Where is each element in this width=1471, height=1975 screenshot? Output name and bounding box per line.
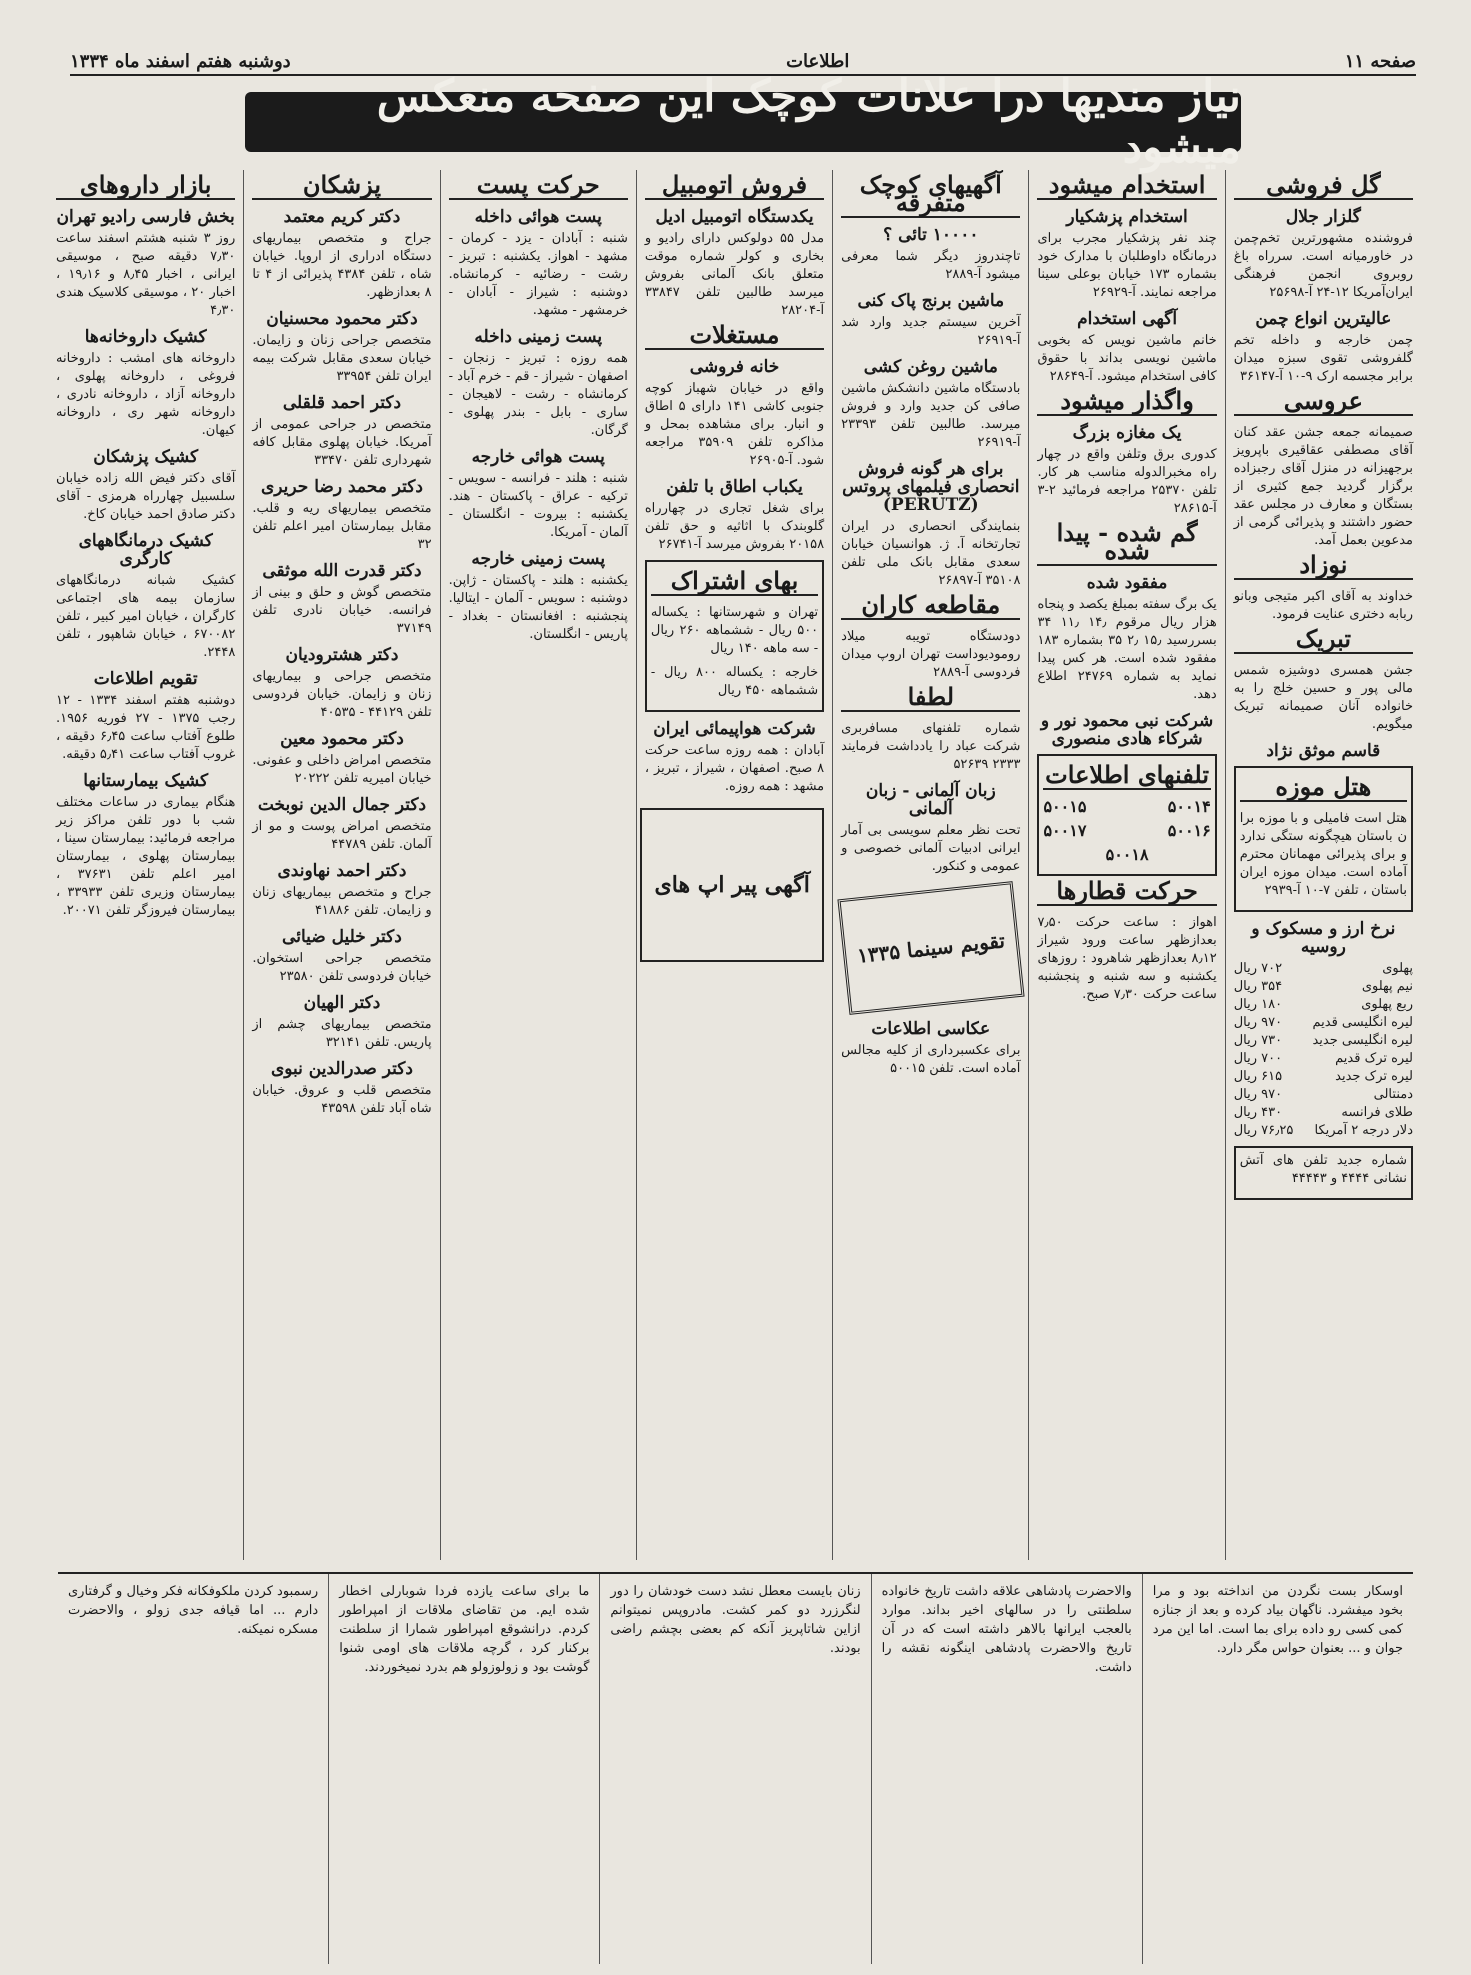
coin-price: ۷۰۲ ریال [1233,961,1283,976]
post-heading: پست هوائی خارجه [471,447,605,467]
phones-title: تلفنهای اطلاعات [1045,760,1209,789]
story-column [328,1574,599,1964]
price-row [1234,1014,1413,1032]
ad-body: کدوری برق وتلفن واقع در چهار راه مخبرالدوله مناسب هر کار. تلفن ۲۵۳۷۰ مراجعه فرمائید ۲-۳ آ-۲۸۶۱۵ [1037,447,1217,516]
column-misc [832,170,1028,1560]
section-title-wedding: عروسی [1234,392,1413,416]
photo-body: برای عکسبرداری از کلیه مجالس آماده است. تلفن ۵۰۰۱۵ [841,1043,1021,1076]
doctor-name: دکتر صدرالدین نبوی [270,1059,413,1079]
ad-body: شماره تلفنهای مسافربری شرکت عباد را یادداشت فرمایند ۲۳۳۳ ۵۲۶۳۹ [841,721,1021,772]
column-services [48,170,243,1560]
column-cars [636,170,832,1560]
cinema-calendar-stamp: تقویم سینما ۱۳۳۵ [837,881,1024,1015]
hotel-body: هتل است فامیلی و با موزه برا ن باستان هیچگونه ستگی ندارد و برای پذیرائی مهمانان محترم آماده است. میدان موزه ایران باستان ، تلفن ۷-۱۰ آ-۲۹۳۹ [1239,811,1407,898]
baby-notice: خداوند به آقای اکبر متیجی وبانو ربابه دختری عنایت فرمود. [1233,589,1413,622]
doctor-details: متخصص قلب و عروق. خیابان شاه آباد تلفن ۴۳۵۹۸ [252,1083,432,1116]
story-text: والاحضرت پادشاهی علاقه داشت تاریخ خانواده سلطنتی را در سالهای اخیر بداند. موارد بالعجب ایرانها بالاهر داشته است که در آن تاریخ والاحضرت پادشاهی اینگونه نقشه را داشت. [881,1584,1132,1675]
section-title-pharmacy: کشیک داروخانه‌ها [84,327,207,347]
fire-dept-box [1234,1146,1413,1200]
ad-body: مدل ۵۵ دولوکس دارای رادیو و بخاری و کولر شماره موقت متعلق بانک آلمانی بفروش میرسد طالبین تلفن ۳۳۸۴۷ آ-۲۸۲۰۴ [644,231,825,318]
doctor-details: متخصص در جراحی عمومی از آمریکا. خیابان پهلوی مقابل کافه شهرداری تلفن ۳۳۴۷۰ [252,417,432,468]
column-post [440,170,636,1560]
phone-number: ۵۰۰۱۷ [1043,821,1087,840]
doctor-name: دکتر جمال الدین نوبخت [257,795,427,815]
doctor-name: دکتر محمود معین [280,729,404,749]
coin-name: لیره انگلیسی جدید [1312,1033,1413,1048]
photo-heading: عکاسی اطلاعات [871,1019,991,1039]
subscription-box [645,560,824,712]
coin-price: ۶۱۵ ریال [1233,1069,1283,1084]
radio-body: روز ۳ شنبه هشتم اسفند ساعت ۷٫۳۰ دقیقه صبح ، موسیقی ایرانی ، اخبار ۸٫۴۵ و ۱۹٫۱۶ ، اخبار ۲۰ ، موسیقی کلاسیک هندی ۴٫۳۰ [56,231,236,318]
hotel-title: هتل موزه [1240,778,1407,802]
trains-title: حرکت قطارها [1037,882,1216,906]
signature: قاسم موثق نژاد [1266,741,1381,761]
hotel-ad [1234,766,1413,912]
section-banner: نیاز مندیها درا علانات کوچک این صفحه منعکس میشود [245,92,1241,152]
column-title: حرکت پست [449,176,628,200]
doctor-name: دکتر احمد قلقلی [282,393,402,413]
advert-logo: آگهی پیر اپ های [640,808,824,962]
column-title: آگهیهای کوچک متفرقه [841,176,1020,218]
coin-name: پهلوی [1382,961,1413,976]
ad-heading: یک مغازه بزرگ [1072,423,1182,443]
ad-heading: ۱۰۰۰۰ تائی ؟ [883,225,979,245]
radio-heading: بخش فارسی رادیو تهران [56,207,235,227]
column-title: گل فروشی [1234,176,1413,200]
coin-price: ۹۷۰ ریال [1233,1087,1283,1102]
section-title-clinics: کشیک درمانگاههای کارگری [78,531,213,569]
ad-heading: آگهی استخدام [1077,309,1178,329]
doctor-details: متخصص بیماریهای ریه و قلب. مقابل بیمارستان امیر اعلم تلفن ۳۲ [252,501,432,552]
coin-name: لیره انگلیسی قدیم [1312,1015,1413,1030]
company-name: شرکت نبی محمود نور و شرکاء هادی منصوری [1040,711,1214,749]
ad-body: بادستگاه ماشین دانشکش ماشین صافی کن جدید وارد و فروش میرسد. طالبین تلفن ۲۳۳۹۳ آ-۲۶۹۱۹ [841,381,1021,450]
coin-name: لیره ترک جدید [1335,1069,1413,1084]
post-heading: پست زمینی داخله [474,327,603,347]
wedding-notice: صمیمانه جمعه جشن عقد کنان آقای مصطفی عقاقیری باپرویز برجهیزانه در منزل آقای رجبزاده برگزار گردید جمع کثیری از بستگان و معارف در مجلس عقد حضور داشتند و پذیرائی گرمی از مدعوین بعمل آمد. [1233,425,1413,548]
phone-number: ۵۰۰۱۶ [1167,821,1211,840]
phone-number: ۵۰۰۱۵ [1043,797,1087,816]
doctor-name: دکتر کریم معتمد [283,207,401,227]
ad-heading: گلزار جلال [1285,207,1361,227]
ad-heading: خانه فروشی [689,357,780,377]
subscription-title: بهای اشتراک [651,572,818,596]
perutz-body: بنمایندگی انحصاری در ایران تجارتخانه آ. ژ. هوانسیان خیابان سعدی مقابل بانک ملی تلفن ۳۵۱۰۸ آ-۲۶۸۹۷ [841,519,1021,588]
airline-heading: شرکت هواپیمائی ایران [653,719,816,739]
ad-heading: عالیترین انواع چمن [1255,309,1392,329]
price-row [1234,1032,1413,1050]
phone-number: ۵۰۰۱۸ [1105,845,1149,864]
post-heading: پست هوائی داخله [474,207,602,227]
subscription-foreign: خارجه : یکساله ۸۰۰ ریال - ششماهه ۴۵۰ ریال [650,665,819,698]
issue-date: دوشنبه هفتم اسفند ماه ۱۳۳۴ [70,50,291,72]
story-column [1142,1574,1413,1964]
doctor-name: دکتر الهیان [303,993,381,1013]
story-column [58,1574,328,1964]
doctor-details: متخصص جراحی استخوان. خیابان فردوسی تلفن ۲۳۵۸۰ [252,951,432,984]
fire-dept-numbers: شماره جدید تلفن های آتش نشانی ۴۴۴۴ و ۴۴۴۴۳ [1239,1153,1407,1186]
airline-body: آبادان : همه روزه ساعت حرکت ۸ صبح. اصفهان ، شیراز ، تبریز ، مشهد : همه روزه. [644,743,825,794]
section-title-congrats: تبریک [1234,630,1413,654]
coin-price: ۱۸۰ ریال [1233,997,1283,1012]
price-row [1234,1086,1413,1104]
ad-body: خانم ماشین نویس که بخوبی ماشین نویسی بداند با حقوق کافی استخدام میشود. آ-۲۸۶۴۹ [1037,333,1217,384]
post-body: شنبه : آبادان - یزد - کرمان - مشهد - اهواز. یکشنبه : تبریز - رشت - رضائیه - کرمانشاه. دوشنبه : شیراز - آبادان - خرمشهر - مشهد. [448,231,628,318]
doctor-name: دکتر محمود محسنیان [266,309,418,329]
price-row [1234,1122,1413,1140]
coin-price: ۷۶٫۲۵ ریال [1233,1123,1294,1138]
post-body: یکشنبه : هلند - پاکستان - ژاپن. دوشنبه : سویس - آلمان - ایتالیا. پنجشنبه : افغانستان - بغداد - پاریس - انگلستان. [448,573,628,642]
ad-body: دودستگاه تویبه میلاد رومودیوداست تهران اروپ میدان فردوسی آ-۲۸۸۹ [841,629,1021,680]
coin-name: لیره ترک قدیم [1335,1051,1413,1066]
column-title: پزشکان [252,176,431,200]
doctor-name: دکتر محمد رضا حریری [261,477,423,497]
doctor-details: متخصص امراض پوست و مو از آلمان. تلفن ۴۴۷۸۹ [252,819,432,852]
coin-price: ۴۳۰ ریال [1233,1105,1283,1120]
ad-body: واقع در خیابان شهباز کوچه جنوبی کاشی ۱۴۱ دارای ۵ اطاق و انبار. برای مشاهده بمحل و مذاکره تلفن ۳۵۹۰۹ مراجعه شود. آ-۲۶۹۰۵ [644,381,825,468]
congrats-notice: جشن همسری دوشیزه شمس مالی پور و حسین خلج را به خانواده آنان صمیمانه تبریک میگویم. [1233,663,1413,732]
ad-body: چمن خارجه و داخله تخم گلفروشی تقوی سبزه میدان برابر مجسمه ارک ۹-۱۰ آ-۳۶۱۴۷ [1233,333,1413,384]
section-title-lease: واگذار میشود [1037,392,1216,416]
post-body: شنبه : هلند - فرانسه - سویس - ترکیه - عراق - پاکستان - هند. یکشنبه : بیروت - انگلستان - آلمان - آمریکا. [448,471,628,540]
price-row [1234,996,1413,1014]
column-employment [1028,170,1224,1560]
hospitals-body: هنگام بیماری در ساعات مختلف شب با دور تلفن مراکز زیر مراجعه فرمائید: بیمارستان سینا ، بیمارستان پهلوی ، بیمارستان امیر اعلم تلفن ۳۷۶۳۱ ، بیمارستان وزیری تلفن ۳۳۹۳۳ ، بیمارستان فیروزگر تلفن ۲۰۰۷۱. [56,795,236,918]
story-text: رسمبود کردن ملکوفکانه فکر وخیال و گرفتاری دارم ... اما قیافه جدی زولو ، والاحضرت مسکره نمیکنه. [67,1584,319,1637]
story-text: ما برای ساعت یازده فردا شوبارلی اخطار شده ایم. من تقاضای ملاقات از امپراطور کردم. درانشوقع امپراطور شمارا از سلطنت برکنار کرد ، گرچه ملاقات های اومی شنوا گوشت بود و زولوزولو هم بدرد نمیخوردند. [339,1584,590,1675]
classified-columns [48,170,1421,1560]
doctor-name: دکتر هشترودیان [285,645,399,665]
column-doctors [243,170,439,1560]
ad-heading: یکباب اطاق با تلفن [666,477,803,497]
calendar-title: تقویم اطلاعات [93,669,198,689]
ad-body: برای شغل تجاری در چهارراه گلوبندک با اثاثیه و حق تلفن ۲۰۱۵۸ بفروش میرسد آ-۲۶۷۴۱ [644,501,825,552]
section-title-doctors-duty: کشیک پزشکان [93,447,199,467]
coin-price: ۹۷۰ ریال [1233,1015,1283,1030]
doctor-details: جراح و متخصص بیماریهای زنان و زایمان. تلفن ۴۱۸۸۶ [252,885,432,918]
price-row [1234,978,1413,996]
doctor-details: متخصص جراحی و بیماریهای زنان و زایمان. خیابان فردوسی تلفن ۴۴۱۲۹ - ۴۰۵۳۵ [252,669,432,720]
section-title-lost-found: گم شده - پیدا شده [1037,524,1216,566]
ad-body: تاچندروز دیگر شما معرفی میشود آ-۲۸۸۹ [841,249,1021,282]
price-row [1234,1050,1413,1068]
column-title: فروش اتومبیل [645,176,824,200]
story-text: اوسکار بست نگردن من انداخته بود و مرا بخود میفشرد. ناگهان بیاد کرده و بعد از جنازه کمی کسی رو داده برای بما است. اما این مرد جوان و ... بعنوان حواس مگر دارد. [1152,1584,1403,1656]
price-row [1234,960,1413,978]
subscription-domestic: تهران و شهرستانها : یکساله ۵۰۰ ریال - ششماهه ۲۶۰ ریال - سه ماهه ۱۴۰ ریال [650,605,819,656]
doctor-details: متخصص بیماریهای چشم از پاریس. تلفن ۳۲۱۴۱ [252,1017,432,1050]
serial-story [58,1572,1413,1964]
doctor-name: دکتر خلیل ضیائی [282,927,402,947]
ad-body: یک برگ سفته بمبلغ یکصد و پنجاه هزار ریال مرقوم ۱۴٫ ۱۱٫ ۳۴ بسررسید ۱۵٫ ۲٫ ۳۵ بشماره ۱۸۳ مفقود شده است. هر کس پیدا نماید به شماره ۲۴۷۶۹ اطلاع دهد. [1037,597,1217,702]
story-column [599,1574,870,1964]
phone-number: ۵۰۰۱۴ [1167,797,1211,816]
column-flowers [1225,170,1421,1560]
ad-heading: یکدستگاه اتومبیل ادیل [655,207,814,227]
price-title: نرخ ارز و مسکوک و روسیه [1251,919,1396,957]
ad-heading: ماشین روغن کشی [863,357,998,377]
calendar-body: دوشنبه هفتم اسفند ۱۳۳۴ - ۱۲ رجب ۱۳۷۵ - ۲۷ فوریه ۱۹۵۶. طلوع آفتاب ساعت ۶٫۴۵ دقیقه ، غروب آفتاب ساعت ۵٫۴۱ دقیقه. [56,693,236,762]
post-heading: پست زمینی خارجه [471,549,606,569]
coin-name: دمنتالی [1373,1087,1413,1102]
ad-body: چند نفر پزشکیار مجرب برای درمانگاه داوطلبان با مدارک خود بشماره ۱۷۳ خیابان بوعلی سینا مراجعه نمایند. آ-۲۶۹۲۹ [1037,231,1217,300]
coin-price: ۷۳۰ ریال [1233,1033,1283,1048]
coin-name: دلار درجه ۲ آمریکا [1314,1123,1413,1138]
pharmacy-body: داروخانه های امشب : داروخانه فروغی ، داروخانه پهلوی ، داروخانه آزاد ، داروخانه نادری ، داروخانه شهر ری ، داروخانه کیهان. [56,351,236,438]
column-title: بازار داروهای [56,176,235,200]
coin-price: ۳۵۴ ریال [1233,979,1283,994]
price-row [1234,1068,1413,1086]
paper-name: اطلاعات [786,50,850,72]
price-row [1234,1104,1413,1122]
doctor-details: متخصص جراحی زنان و زایمان. خیابان سعدی مقابل شرکت بیمه ایران تلفن ۳۳۹۵۴ [252,333,432,384]
ad-body: تحت نظر معلم سویسی بی آمار ایرانی ادبیات آلمانی خصوصی و عمومی و کنکور. [841,823,1021,874]
coin-name: نیم پهلوی [1361,979,1413,994]
phones-box [1037,754,1216,876]
ad-heading: ماشین برنج پاک کنی [857,291,1005,311]
section-title-contractors: مقاطعه کاران [841,596,1020,620]
ad-body: آخرین سیستم جدید وارد شد آ-۲۶۹۱۹ [841,315,1021,348]
doctor-name: دکتر احمد نهاوندی [277,861,407,881]
ad-heading: مفقود شده [1086,573,1168,593]
post-body: همه روزه : تبریز - زنجان - اصفهان - شیراز - قم - خرم آباد - کرمانشاه - رشت - لاهیجان - ساری - بابل - بندر پهلوی - گرگان. [448,351,628,438]
column-title: استخدام میشود [1037,176,1216,200]
perutz-heading: برای هر گونه فروش انحصاری فیلمهای پروتس (PERUTZ) [842,459,1020,515]
section-title-baby: نوزاد [1234,556,1413,580]
section-title-hospitals: کشیک بیمارستانها [83,771,209,791]
clinics-body: کشیک شبانه درمانگاههای سازمان بیمه های اجتماعی کارگران ، خیابان امیر کبیر ، تلفن ۶۷۰۰۸۲ ، خیابان شاهپور ، تلفن ۲۴۴۸. [56,573,236,660]
page-number: صفحه ۱۱ [1344,50,1416,72]
section-title-please: لطفا [841,688,1020,712]
coin-price: ۷۰۰ ریال [1233,1051,1283,1066]
story-text: زنان بایست معطل نشد دست خودشان را دور لنگرزرد دو کمر کشت. مادروپس نمیتوانم ازاین شاتاپریز آنکه کم بعضی بچشم راضی بودند. [610,1584,861,1656]
doctor-name: دکتر قدرت الله موثقی [262,561,422,581]
coin-name: ربع پهلوی [1361,997,1413,1012]
doctor-details: متخصص امراض داخلی و عفونی. خیابان امیریه تلفن ۲۰۲۲۲ [252,753,432,786]
doctor-details: متخصص گوش و حلق و بینی از فرانسه. خیابان نادری تلفن ۳۷۱۴۹ [252,585,432,636]
doctors-duty-body: آقای دکتر فیض الله زاده خیابان سلسبیل چهارراه هرمزی - آقای دکتر صادق احمد خیابان کاخ. [56,471,236,522]
coin-name: طلای فرانسه [1341,1105,1413,1120]
trains-body: اهواز : ساعت حرکت ۷٫۵۰ بعدازظهر ساعت ورود شیراز ۸٫۱۲ بعدازظهر شاهرود : روزهای یکشنبه و سه شنبه و پنجشنبه ساعت حرکت ۷٫۳۰ صبح. [1037,915,1217,1002]
ad-body: فروشنده مشهورترین تخم‌چمن در خاورمیانه است. سرراه باغ روبروی انجمن فرهنگی ایران‌آمریکا ۱۲-۲۴ آ-۲۵۶۹۸ [1233,231,1413,300]
doctor-details: جراح و متخصص بیماریهای دستگاه ادراری از اروپا. خیابان شاه ، تلفن ۴۳۸۴ پذیرائی از ۴ تا ۸ بعدازظهر. [252,231,432,300]
section-title-realestate: مستغلات [645,326,824,350]
story-column [871,1574,1142,1964]
section-title-german: زبان آلمانی - زبان آلمانی [865,781,996,819]
price-list [1234,960,1413,1140]
ad-heading: استخدام پزشکیار [1066,207,1188,227]
